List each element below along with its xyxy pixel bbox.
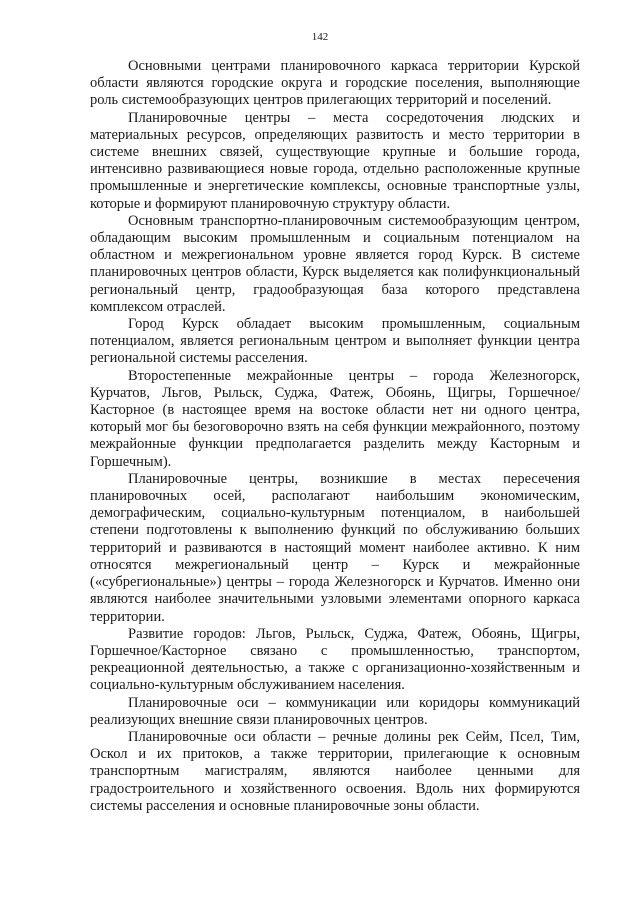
- paragraph-7: Развитие городов: Льгов, Рыльск, Суджа, Фатеж, Обоянь, Щигры, Горшечное/Касторное связано с промышленностью, транспортом, рекреационной деятельностью, а также с организационно-хозяйственным и социально-культурным обслуживанием населения.: [90, 625, 580, 694]
- paragraph-3: Основным транспортно-планировочным системообразующим центром, обладающим высоким промышленным и социальным потенциалом на областном и межрегиональном уровне является город Курск. В системе планировочных центров области, Курск выделяется как полифункциональный региональный центр, градообразующая база которого представлена комплексом отраслей.: [90, 212, 580, 315]
- paragraph-8: Планировочные оси – коммуникации или коридоры коммуникаций реализующих внешние связи планировочных центров.: [90, 694, 580, 728]
- paragraph-1: Основными центрами планировочного каркаса территории Курской области являются городские округа и городские поселения, выполняющие роль системообразующих центров прилегающих территорий и поселений.: [90, 58, 580, 109]
- paragraph-6: Планировочные центры, возникшие в местах пересечения планировочных осей, располагают наибольшим экономическим, демографическим, социально-культурным потенциалом, в наибольшей степени подготовлены к выполнению функций по обслуживанию больших территорий и развиваются в настоящий момент наиболее активно. К ним относятся межрегиональный центр – Курск и межрайонные («субрегиональные») центры – города Железногорск и Курчатов. Именно они являются наиболее значительными узловыми элементами опорного каркаса территории.: [90, 470, 580, 625]
- document-body: [90, 58, 580, 815]
- page-number: 142: [311, 31, 329, 43]
- paragraph-4: Город Курск обладает высоким промышленным, социальным потенциалом, является региональным центром и выполняет функции центра региональной системы расселения.: [90, 316, 580, 367]
- paragraph-5: Второстепенные межрайонные центры – города Железногорск, Курчатов, Льгов, Рыльск, Суджа, Фатеж, Обоянь, Щигры, Горшечное/Касторное (в настоящее время на востоке области нет ни одного центра, который мог бы безоговорочно взять на себя функции межрайонного, поэтому межрайонные функции предполагается разделить между Касторным и Горшечным).: [90, 367, 580, 470]
- paragraph-2: Планировочные центры – места сосредоточения людских и материальных ресурсов, определяющих развитость и место территории в системе внешних связей, существующие крупные и большие города, интенсивно развивающиеся новые города, отдельно расположенные крупные промышленные и энергетические комплексы, основные транспортные узлы, которые и формируют планировочную структуру области.: [90, 109, 580, 212]
- paragraph-9: Планировочные оси области – речные долины рек Сейм, Псел, Тим, Оскол и их притоков, а также территории, прилегающие к основным транспортным магистралям, являются наиболее ценными для градостроительного и хозяйственного освоения. Вдоль них формируются системы расселения и основные планировочные зоны области.: [90, 728, 580, 814]
